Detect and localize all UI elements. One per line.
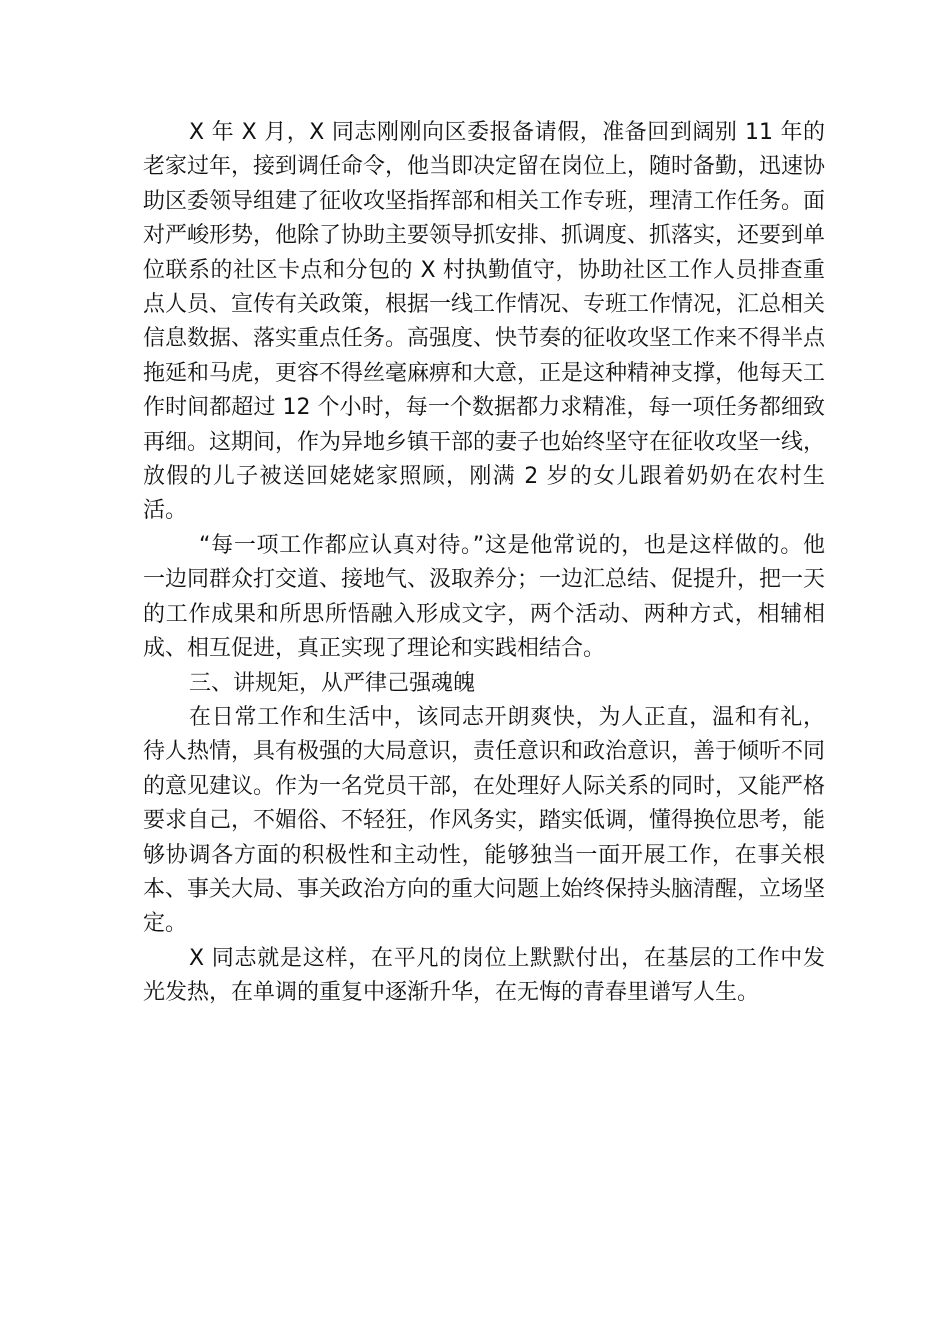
paragraph-conduct: 在日常工作和生活中，该同志开朗爽快，为人正直，温和有礼，待人热情，具有极强的大局意识，责任意识和政治意识，善于倾听不同的意见建议。作为一名党员干部，在处理好人际关系的同时，又能严格要求自己，不媚俗、不轻狂，作风务实，踏实低调，懂得换位思考，能够协调各方面的积极性和主动性，能够独当一面开展工作，在事关根本、事关大局、事关政治方向的重大问题上始终保持头脑清醒，立场坚定。 bbox=[143, 704, 826, 937]
paragraph-quote: “每一项工作都应认真对待。”这是他常说的，也是这样做的。他一边同群众打交道、接地气、汲取养分；一边汇总结、促提升，把一天的工作成果和所思所悟融入形成文字，两个活动、两种方式，相辅相成、相互促进，真正实现了理论和实践相结合。 bbox=[143, 532, 826, 662]
document-body bbox=[143, 116, 825, 1011]
section-heading: 三、讲规矩，从严律己强魂魄 bbox=[189, 670, 476, 696]
paragraph-work-dedication: X 年 X 月，X 同志刚刚向区委报备请假，准备回到阔别 11 年的老家过年，接到调任命令，他当即决定留在岗位上，随时备勤，迅速协助区委领导组建了征收攻坚指挥部和相关工作专班，理清工作任务。面对严峻形势，他除了协助主要领导抓安排、抓调度、抓落实，还要到单位联系的社区卡点和分包的 X 村执勤值守，协助社区工作人员排查重点人员、宣传有关政策，根据一线工作情况、专班工作情况，汇总相关信息数据、落实重点任务。高强度、快节奏的征收攻坚工作来不得半点拖延和马虎，更容不得丝毫麻痹和大意，正是这种精神支撑，他每天工作时间都超过 12 个小时，每一个数据都力求精准，每一项任务都细致再细。这期间，作为异地乡镇干部的妻子也始终坚守在征收攻坚一线，放假的儿子被送回姥姥家照顾，刚满 2 岁的女儿跟着奶奶在农村生活。 bbox=[143, 120, 826, 524]
paragraph-conclusion: X 同志就是这样，在平凡的岗位上默默付出，在基层的工作中发光发热，在单调的重复中逐渐升华，在无悔的青春里谱写人生。 bbox=[143, 945, 825, 1006]
